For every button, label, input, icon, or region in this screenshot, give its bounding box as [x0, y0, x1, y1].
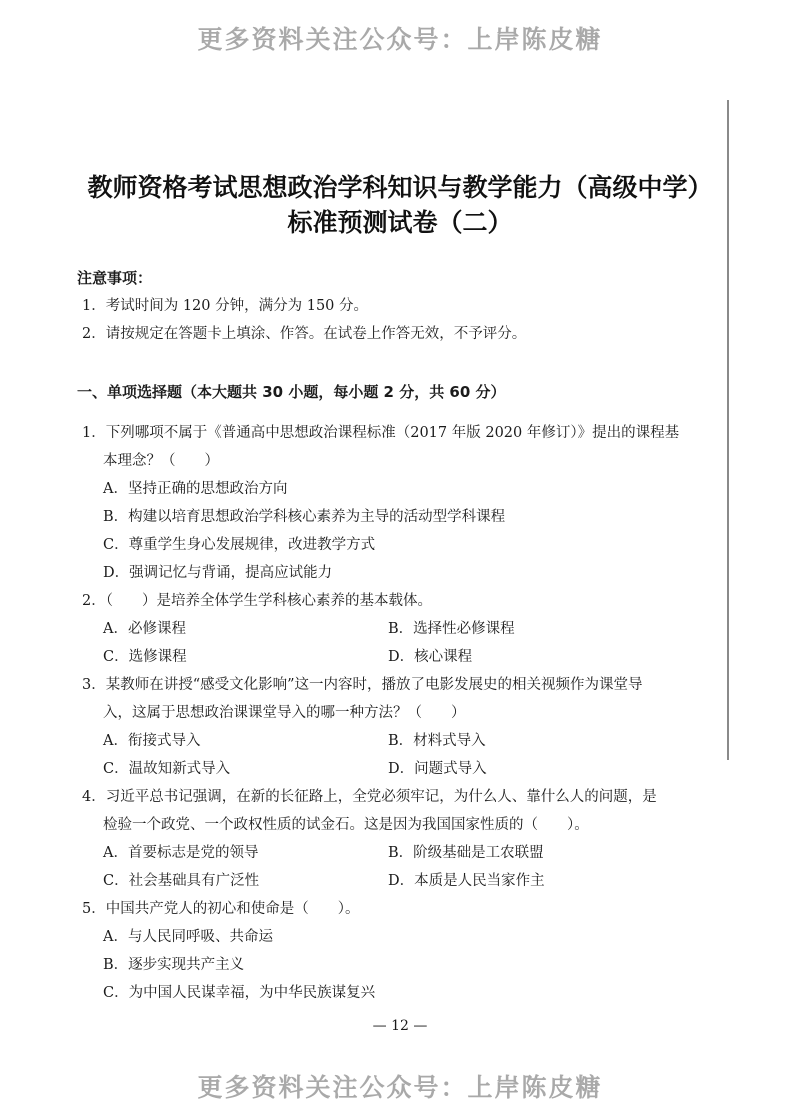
notice-item: 2．请按规定在答题卡上填涂、作答。在试卷上作答无效，不予评分。	[82, 326, 527, 342]
question-option: B．阶级基础是工农联盟	[388, 845, 544, 861]
question-option: D．本质是人民当家作主	[388, 873, 545, 889]
question-option: A．与人民同呼吸、共命运	[103, 929, 273, 945]
paper-title-line2: 标准预测试卷（二）	[287, 208, 513, 237]
watermark-top: 更多资料关注公众号：上岸陈皮糖	[197, 25, 603, 54]
question-option: C．社会基础具有广泛性	[103, 873, 260, 889]
paper-title-line1: 教师资格考试思想政治学科知识与教学能力（高级中学）	[87, 173, 713, 202]
notice-item: 1．考试时间为 120 分钟，满分为 150 分。	[82, 298, 369, 314]
question-option: B．构建以培育思想政治学科核心素养为主导的活动型学科课程	[103, 509, 506, 525]
question-stem: 2．（ ）是培养全体学生学科核心素养的基本载体。	[82, 593, 432, 609]
question-stem-continued: 检验一个政党、一个政权性质的试金石。这是因为我国国家性质的（ ）。	[103, 817, 589, 833]
question-stem: 3．某教师在讲授“感受文化影响”这一内容时，播放了电影发展史的相关视频作为课堂导	[82, 677, 643, 693]
question-option: A．首要标志是党的领导	[103, 845, 259, 861]
question-option: B．选择性必修课程	[388, 621, 515, 637]
question-option: A．衔接式导入	[103, 733, 201, 749]
question-stem: 1．下列哪项不属于《普通高中思想政治课程标准（2017 年版 2020 年修订）》提出的课程基	[82, 425, 680, 441]
question-stem-continued: 本理念？（ ）	[103, 453, 219, 469]
question-option: C．温故知新式导入	[103, 761, 231, 777]
notice-heading: 注意事项：	[77, 269, 153, 287]
question-option: B．材料式导入	[388, 733, 486, 749]
question-stem-continued: 入，这属于思想政治课课堂导入的哪一种方法？（ ）	[103, 705, 466, 721]
question-option: C．尊重学生身心发展规律，改进教学方式	[103, 537, 376, 553]
question-stem: 5．中国共产党人的初心和使命是（ ）。	[82, 901, 360, 917]
question-option: A．坚持正确的思想政治方向	[103, 481, 288, 497]
question-option: A．必修课程	[103, 621, 186, 637]
page-number: — 12 —	[372, 1018, 428, 1034]
question-option: D．问题式导入	[388, 761, 487, 777]
question-option: C．为中国人民谋幸福，为中华民族谋复兴	[103, 985, 376, 1001]
question-option: D．核心课程	[388, 649, 473, 665]
section-heading: 一、单项选择题（本大题共 30 小题，每小题 2 分，共 60 分）	[77, 383, 506, 401]
question-option: C．选修课程	[103, 649, 187, 665]
question-option: B．逐步实现共产主义	[103, 957, 245, 973]
question-option: D．强调记忆与背诵，提高应试能力	[103, 565, 333, 581]
watermark-bottom: 更多资料关注公众号：上岸陈皮糖	[197, 1073, 603, 1102]
question-stem: 4．习近平总书记强调，在新的长征路上，全党必须牢记，为什么人、靠什么人的问题，是	[82, 789, 657, 805]
